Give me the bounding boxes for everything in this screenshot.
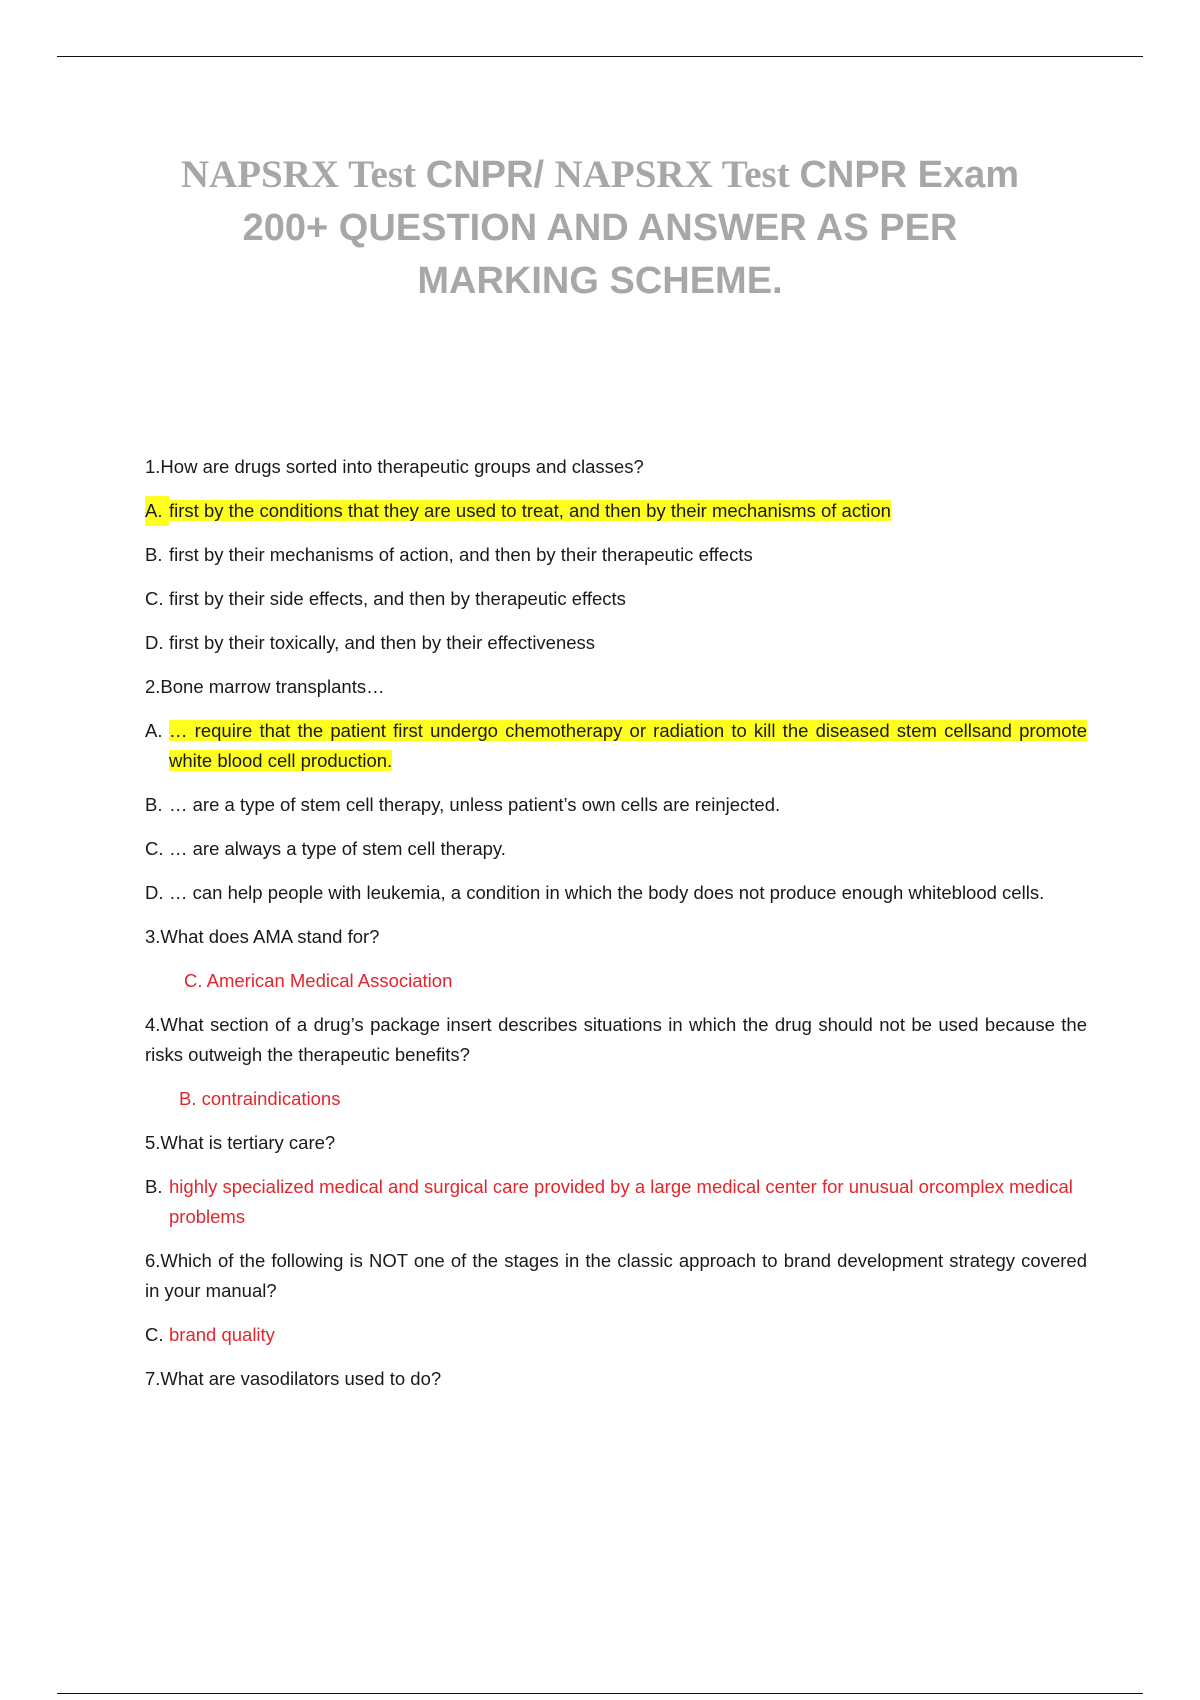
highlighted-answer: first by the conditions that they are used to treat, and then by their mechanisms of action [169,500,891,521]
option-letter: D. [145,882,164,903]
option-1c [145,584,1087,614]
option-text [169,496,1087,526]
option-1d [145,628,1087,658]
question-4: 4.What section of a drug’s package insert describes situations in which the drug should not be used because the risks outweigh the therapeutic benefits? [145,1014,1087,1065]
option-letter: A. [145,496,169,526]
option-1b [145,540,1087,570]
title-line-1 [100,148,1100,202]
document-title [100,148,1100,308]
answer-6 [145,1320,1087,1350]
top-rule [57,56,1143,57]
highlighted-text: require that the patient first undergo chemotherapy or radiation to kill the diseased stem cellsand promote white blood cell production. [169,720,1087,771]
option-1a [145,496,1087,526]
option-text: first by their side effects, and then by therapeutic effects [169,588,626,609]
question-7: 7.What are vasodilators used to do? [145,1368,442,1389]
question-list [145,452,1087,1408]
answer-text: highly specialized medical and surgical care provided by a large medical center for unusual orcomplex medical problems [169,1176,1073,1227]
option-letter: A. [145,720,163,741]
option-2a [145,716,1087,776]
answer-text: brand quality [169,1324,275,1345]
question-3: 3.What does AMA stand for? [145,926,380,947]
title-part: NAPSRX Test [180,153,426,196]
option-text: … are always a type of stem cell therapy. [169,838,506,859]
title-line-3: MARKING SCHEME. [417,260,783,302]
question-5: 5.What is tertiary care? [145,1132,336,1153]
option-2b [145,790,1087,820]
title-part: NAPSRX Test [554,153,800,196]
title-part: CNPR Exam [799,154,1020,196]
question-6: 6.Which of the following is NOT one of the stages in the classic approach to brand development strategy covered in your manual? [145,1250,1087,1301]
highlighted-answer [169,720,1087,771]
option-letter: C. [145,1324,164,1345]
question-2: 2.Bone marrow transplants… [145,676,385,697]
option-text: first by their mechanisms of action, and then by their therapeutic effects [169,544,753,565]
title-line-2: 200+ QUESTION AND ANSWER AS PER [242,207,958,249]
answer-5 [145,1172,1087,1232]
answer-3: C. American Medical Association [184,970,453,991]
option-text: … can help people with leukemia, a condition in which the body does not produce enough whiteblood cells. [169,882,1045,903]
question-1: 1.How are drugs sorted into therapeutic groups and classes? [145,456,644,477]
option-letter: C. [145,838,164,859]
option-letter: C. [145,588,164,609]
option-letter: B. [145,544,163,565]
option-text: … are a type of stem cell therapy, unless patient’s own cells are reinjected. [169,794,781,815]
option-2d [145,878,1087,908]
option-text: first by their toxically, and then by their effectiveness [169,632,596,653]
ellipsis: … [169,720,188,741]
bottom-rule [57,1693,1143,1694]
title-part: CNPR/ [425,154,555,196]
option-letter: D. [145,632,164,653]
option-letter: B. [145,1176,163,1197]
option-2c [145,834,1087,864]
answer-4: B. contraindications [179,1088,341,1109]
option-letter: B. [145,794,163,815]
option-text [169,716,1087,776]
